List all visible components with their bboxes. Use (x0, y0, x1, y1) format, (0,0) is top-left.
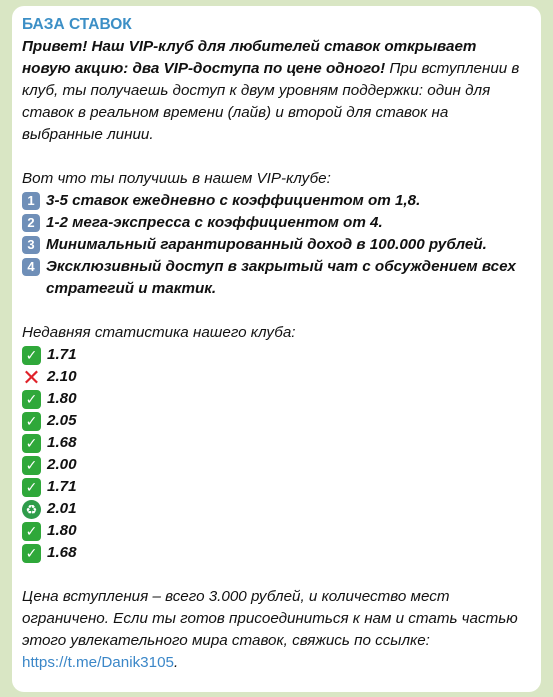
benefit-item (22, 234, 527, 256)
intro-bold: Привет! Наш VIP-клуб для любителей ставок открывает новую акцию: два VIP-доступа по цене одного! (22, 38, 477, 77)
benefit-item (22, 212, 527, 234)
stat-value: 2.00 (47, 456, 77, 473)
cross-icon: ✕ (22, 364, 41, 390)
benefit-text: Эксклюзивный доступ в закрытый чат с обсуждением всех стратегий и тактик. (46, 258, 516, 297)
stat-item (22, 410, 527, 432)
stats-heading: Недавняя статистика нашего клуба: (22, 324, 296, 341)
intro-text: При вступлении в клуб, ты получаешь доступ к двум уровням поддержки: один для ставок в реальном времени (лайв) и второй для ставок на выбранные линии. (22, 60, 520, 143)
stat-item (22, 520, 527, 542)
benefit-item (22, 256, 527, 300)
stat-value: 2.05 (47, 412, 77, 429)
stat-item (22, 498, 527, 520)
check-icon: ✓ (22, 434, 41, 453)
stat-value: 2.10 (47, 368, 77, 385)
keycap-1-icon: 1 (22, 192, 40, 210)
keycap-4-icon: 4 (22, 258, 40, 276)
check-icon: ✓ (22, 522, 41, 541)
contact-link[interactable]: https://t.me/Danik3105 (22, 654, 174, 671)
link-suffix: . (173, 654, 179, 671)
footer-paragraph (22, 586, 527, 674)
stat-item (22, 432, 527, 454)
intro-paragraph (22, 36, 527, 146)
stat-value: 1.71 (47, 478, 77, 495)
stat-item (22, 388, 527, 410)
stat-item (22, 476, 527, 498)
stat-value: 1.71 (47, 346, 77, 363)
check-icon: ✓ (22, 456, 41, 475)
stat-value: 1.68 (47, 544, 77, 561)
recycle-icon: ♻ (22, 500, 41, 519)
message-bubble (12, 6, 541, 692)
stat-value: 1.68 (47, 434, 77, 451)
footer-text: Цена вступления – всего 3.000 рублей, и количество мест ограничено. Если ты готов присоединиться к нам и стать частью этого увлекательного мира ставок, свяжись по ссылке: (22, 588, 518, 649)
stat-value: 1.80 (47, 522, 77, 539)
keycap-3-icon: 3 (22, 236, 40, 254)
check-icon: ✓ (22, 544, 41, 563)
benefit-text: 1-2 мега-экспресса с коэффициентом от 4. (46, 214, 383, 231)
stat-item (22, 542, 527, 564)
stat-item (22, 454, 527, 476)
check-icon: ✓ (22, 412, 41, 431)
benefit-text: Минимальный гарантированный доход в 100.000 рублей. (46, 236, 487, 253)
stat-value: 1.80 (47, 390, 77, 407)
channel-name[interactable]: БАЗА СТАВОК (22, 16, 132, 33)
check-icon: ✓ (22, 346, 41, 365)
benefit-item (22, 190, 527, 212)
keycap-2-icon: 2 (22, 214, 40, 232)
benefit-text: 3-5 ставок ежедневно с коэффициентом от 1,8. (46, 192, 421, 209)
stat-item (22, 344, 527, 366)
benefits-list (22, 190, 527, 300)
benefits-heading: Вот что ты получишь в нашем VIP-клубе: (22, 170, 331, 187)
stat-item (22, 366, 527, 388)
stat-value: 2.01 (47, 500, 77, 517)
check-icon: ✓ (22, 478, 41, 497)
stats-list (22, 344, 527, 564)
check-icon: ✓ (22, 390, 41, 409)
